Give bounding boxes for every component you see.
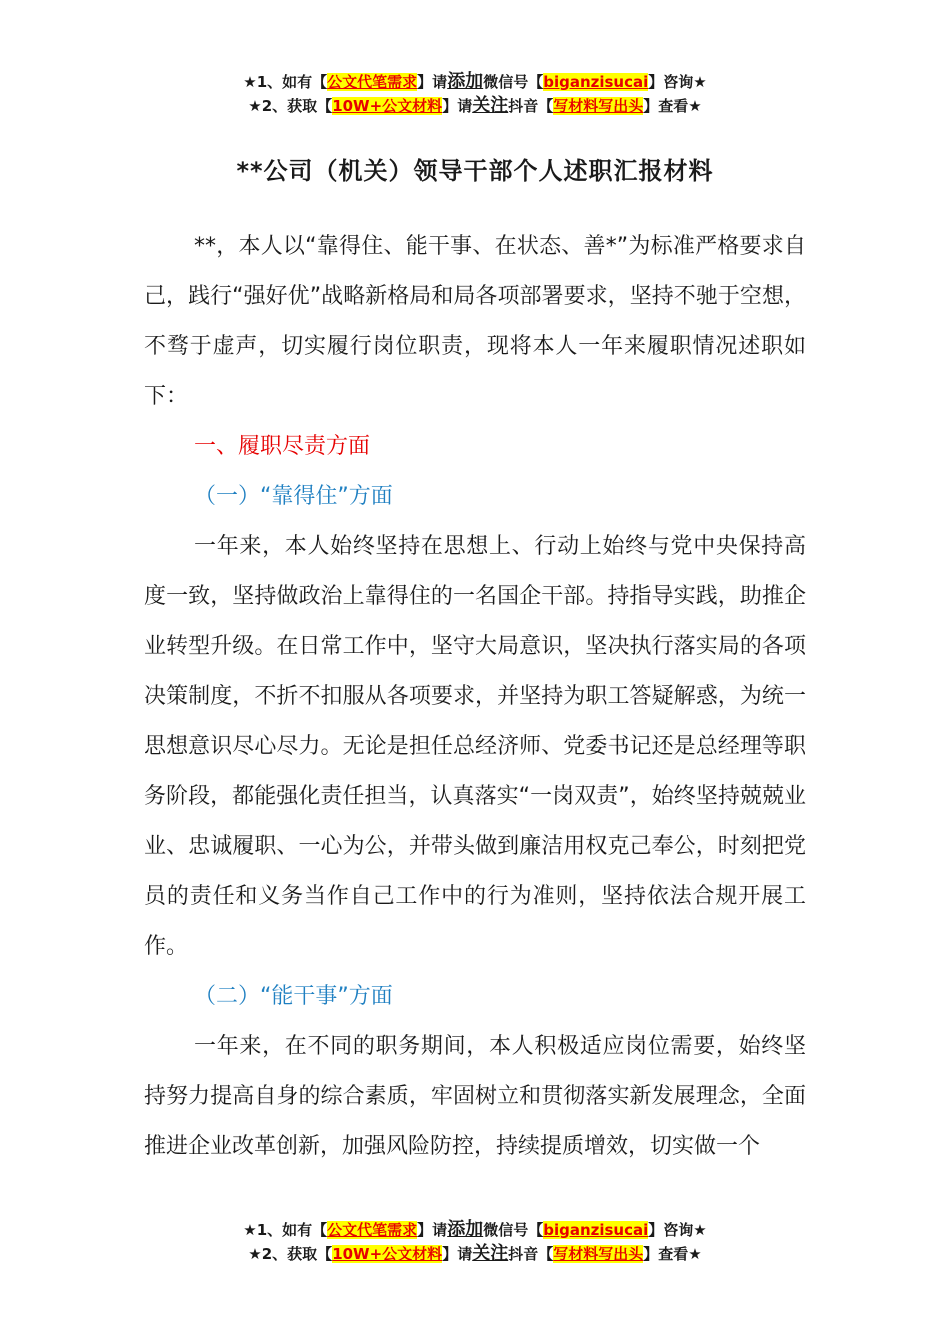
top-banner (0, 70, 950, 118)
banner-line-1 (0, 70, 950, 94)
banner-highlight: 公文代笔需求 (327, 73, 418, 91)
section-heading: 一、履职尽责方面 (194, 434, 371, 459)
banner-text: 微信号【 (483, 1221, 544, 1239)
banner-emphasis: 添加 (447, 71, 484, 92)
banner-text: 】咨询★ (648, 1221, 707, 1239)
banner-highlight: 写材料写出头 (553, 1245, 644, 1263)
banner-text: ★1、如有【 (243, 73, 328, 91)
banner-emphasis: 添加 (447, 1219, 484, 1240)
banner-text: 】咨询★ (648, 73, 707, 91)
banner-highlight: biganzisucai (543, 73, 649, 91)
banner-line-2 (0, 1242, 950, 1266)
banner-text: ★1、如有【 (243, 1221, 328, 1239)
banner-text: 】查看★ (643, 97, 702, 115)
body-paragraph: 一年来，在不同的职务期间，本人积极适应岗位需要，始终坚持努力提高自身的综合素质，牢固树立和贯彻落实新发展理念，全面推进企业改革创新，加强风险防控，持续提质增效，切实做一个 (144, 1034, 806, 1159)
banner-highlight: 10W+公文材料 (332, 97, 443, 115)
banner-line-1 (0, 1218, 950, 1242)
banner-text: 】请 (417, 73, 448, 91)
banner-highlight: 公文代笔需求 (327, 1221, 418, 1239)
subsection-heading: （一）“靠得住”方面 (194, 484, 393, 509)
banner-text: 】请 (417, 1221, 448, 1239)
banner-text: ★2、获取【 (248, 1245, 333, 1263)
intro-paragraph: **，本人以“靠得住、能干事、在状态、善*”为标准严格要求自己，践行“强好优”战略新格局和局各项部署要求，坚持不驰于空想，不骛于虚声，切实履行岗位职责，现将本人一年来履职情况述职如下： (144, 234, 806, 409)
banner-highlight: biganzisucai (543, 1221, 649, 1239)
document-title: **公司（机关）领导干部个人述职汇报材料 (236, 157, 714, 185)
banner-emphasis: 关注 (472, 1243, 509, 1264)
banner-emphasis: 关注 (472, 95, 509, 116)
banner-text: 】请 (442, 97, 473, 115)
subsection-heading: （二）“能干事”方面 (194, 984, 393, 1009)
banner-text: 微信号【 (483, 73, 544, 91)
banner-text: 】请 (442, 1245, 473, 1263)
bottom-banner (0, 1218, 950, 1266)
body-paragraph: 一年来，本人始终坚持在思想上、行动上始终与党中央保持高度一致，坚持做政治上靠得住的一名国企干部。持指导实践，助推企业转型升级。在日常工作中，坚守大局意识，坚决执行落实局的各项决策制度，不折不扣服从各项要求，并坚持为职工答疑解惑，为统一思想意识尽心尽力。无论是担任总经济师、党委书记还是总经理等职务阶段，都能强化责任担当，认真落实“一岗双责”，始终坚持兢兢业业、忠诚履职、一心为公，并带头做到廉洁用权克己奉公，时刻把党员的责任和义务当作自己工作中的行为准则，坚持依法合规开展工作。 (144, 534, 806, 959)
banner-highlight: 10W+公文材料 (332, 1245, 443, 1263)
document-body (144, 222, 806, 1172)
banner-text: 抖音【 (508, 97, 554, 115)
banner-text: 抖音【 (508, 1245, 554, 1263)
banner-text: ★2、获取【 (248, 97, 333, 115)
banner-text: 】查看★ (643, 1245, 702, 1263)
banner-highlight: 写材料写出头 (553, 97, 644, 115)
banner-line-2 (0, 94, 950, 118)
